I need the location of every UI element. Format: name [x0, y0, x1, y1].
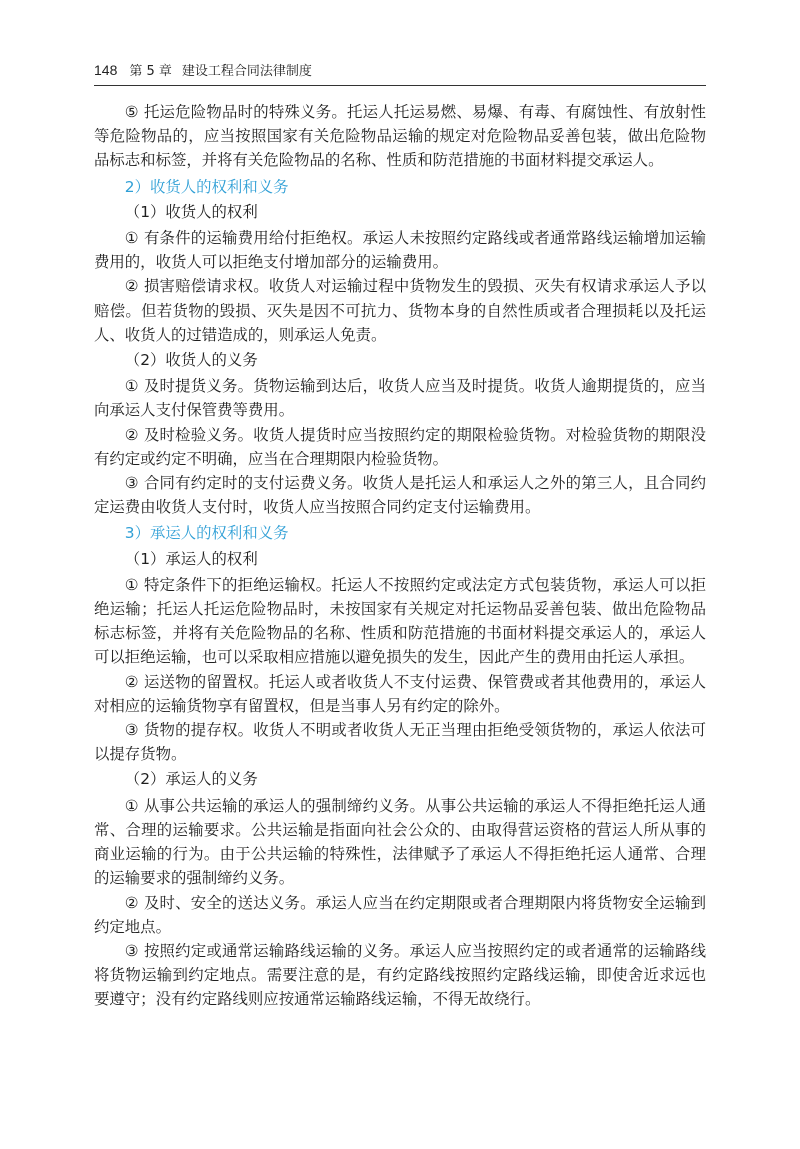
chapter-number: 第 5 章: [129, 64, 172, 79]
page-number: 148: [94, 62, 118, 78]
paragraph: ① 特定条件下的拒绝运输权。托运人不按照约定或法定方式包装货物，承运人可以拒绝运输；托运人托运危险物品时，未按国家有关规定对托运物品妥善包装、做出危险物品标志标签，并将有关危险物品的名称、性质和防范措施的书面材料提交承运人的，承运人可以拒绝运输，也可以采取相应措施以避免损失的发生，因此产生的费用由托运人承担。: [94, 575, 706, 667]
chapter-title: 建设工程合同法律制度: [181, 64, 312, 79]
subsection-heading: （2）收货人的义务: [124, 351, 258, 370]
paragraph: ① 及时提货义务。货物运输到达后，收货人应当及时提货。收货人逾期提货的，应当向承运人支付保管费等费用。: [94, 377, 706, 420]
subsection-heading: （1）承运人的权利: [124, 549, 258, 568]
book-page: [94, 60, 706, 1012]
paragraph: ③ 按照约定或通常运输路线运输的义务。承运人应当按照约定的或者通常的运输路线将货物运输到约定地点。需要注意的是，有约定路线按照约定路线运输，即使舍近求远也要遵守；没有约定路线则应按通常运输路线运输，不得无故绕行。: [94, 941, 706, 1009]
page-body: [94, 100, 706, 1012]
paragraph: ① 有条件的运输费用给付拒绝权。承运人未按照约定路线或者通常路线运输增加运输费用的，收货人可以拒绝支付增加部分的运输费用。: [94, 229, 706, 272]
subsection-heading: （2）承运人的义务: [124, 770, 258, 789]
paragraph: ② 运送物的留置权。托运人或者收货人不支付运费、保管费或者其他费用的，承运人对相应的运输货物享有留置权，但是当事人另有约定的除外。: [94, 672, 706, 715]
paragraph: ① 从事公共运输的承运人的强制缔约义务。从事公共运输的承运人不得拒绝托运人通常、合理的运输要求。公共运输是指面向社会公众的、由取得营运资格的营运人所从事的商业运输的行为。由于公共运输的特殊性，法律赋予了承运人不得拒绝托运人通常、合理的运输要求的强制缔约义务。: [94, 796, 706, 888]
paragraph: ② 及时、安全的送达义务。承运人应当在约定期限或者合理期限内将货物安全运输到约定地点。: [94, 893, 706, 936]
section-heading: 3）承运人的权利和义务: [124, 524, 289, 543]
running-header: [94, 60, 706, 86]
paragraph: ⑤ 托运危险物品时的特殊义务。托运人托运易燃、易爆、有毒、有腐蚀性、有放射性等危险物品的，应当按照国家有关危险物品运输的规定对危险物品妥善包装，做出危险物品标志和标签，并将有关危险物品的名称、性质和防范措施的书面材料提交承运人。: [94, 103, 706, 170]
paragraph: ② 及时检验义务。收货人提货时应当按照约定的期限检验货物。对检验货物的期限没有约定或约定不明确，应当在合理期限内检验货物。: [94, 425, 706, 468]
paragraph: ② 损害赔偿请求权。收货人对运输过程中货物发生的毁损、灭失有权请求承运人予以赔偿。但若货物的毁损、灭失是因不可抗力、货物本身的自然性质或者合理损耗以及托运人、收货人的过错造成的，则承运人免责。: [94, 277, 706, 344]
section-heading: 2）收货人的权利和义务: [124, 177, 289, 196]
paragraph: ③ 货物的提存权。收货人不明或者收货人无正当理由拒绝受领货物的，承运人依法可以提存货物。: [94, 721, 706, 764]
subsection-heading: （1）收货人的权利: [124, 202, 258, 221]
paragraph: ③ 合同有约定时的支付运费义务。收货人是托运人和承运人之外的第三人，且合同约定运费由收货人支付时，收货人应当按照合同约定支付运输费用。: [94, 474, 706, 517]
